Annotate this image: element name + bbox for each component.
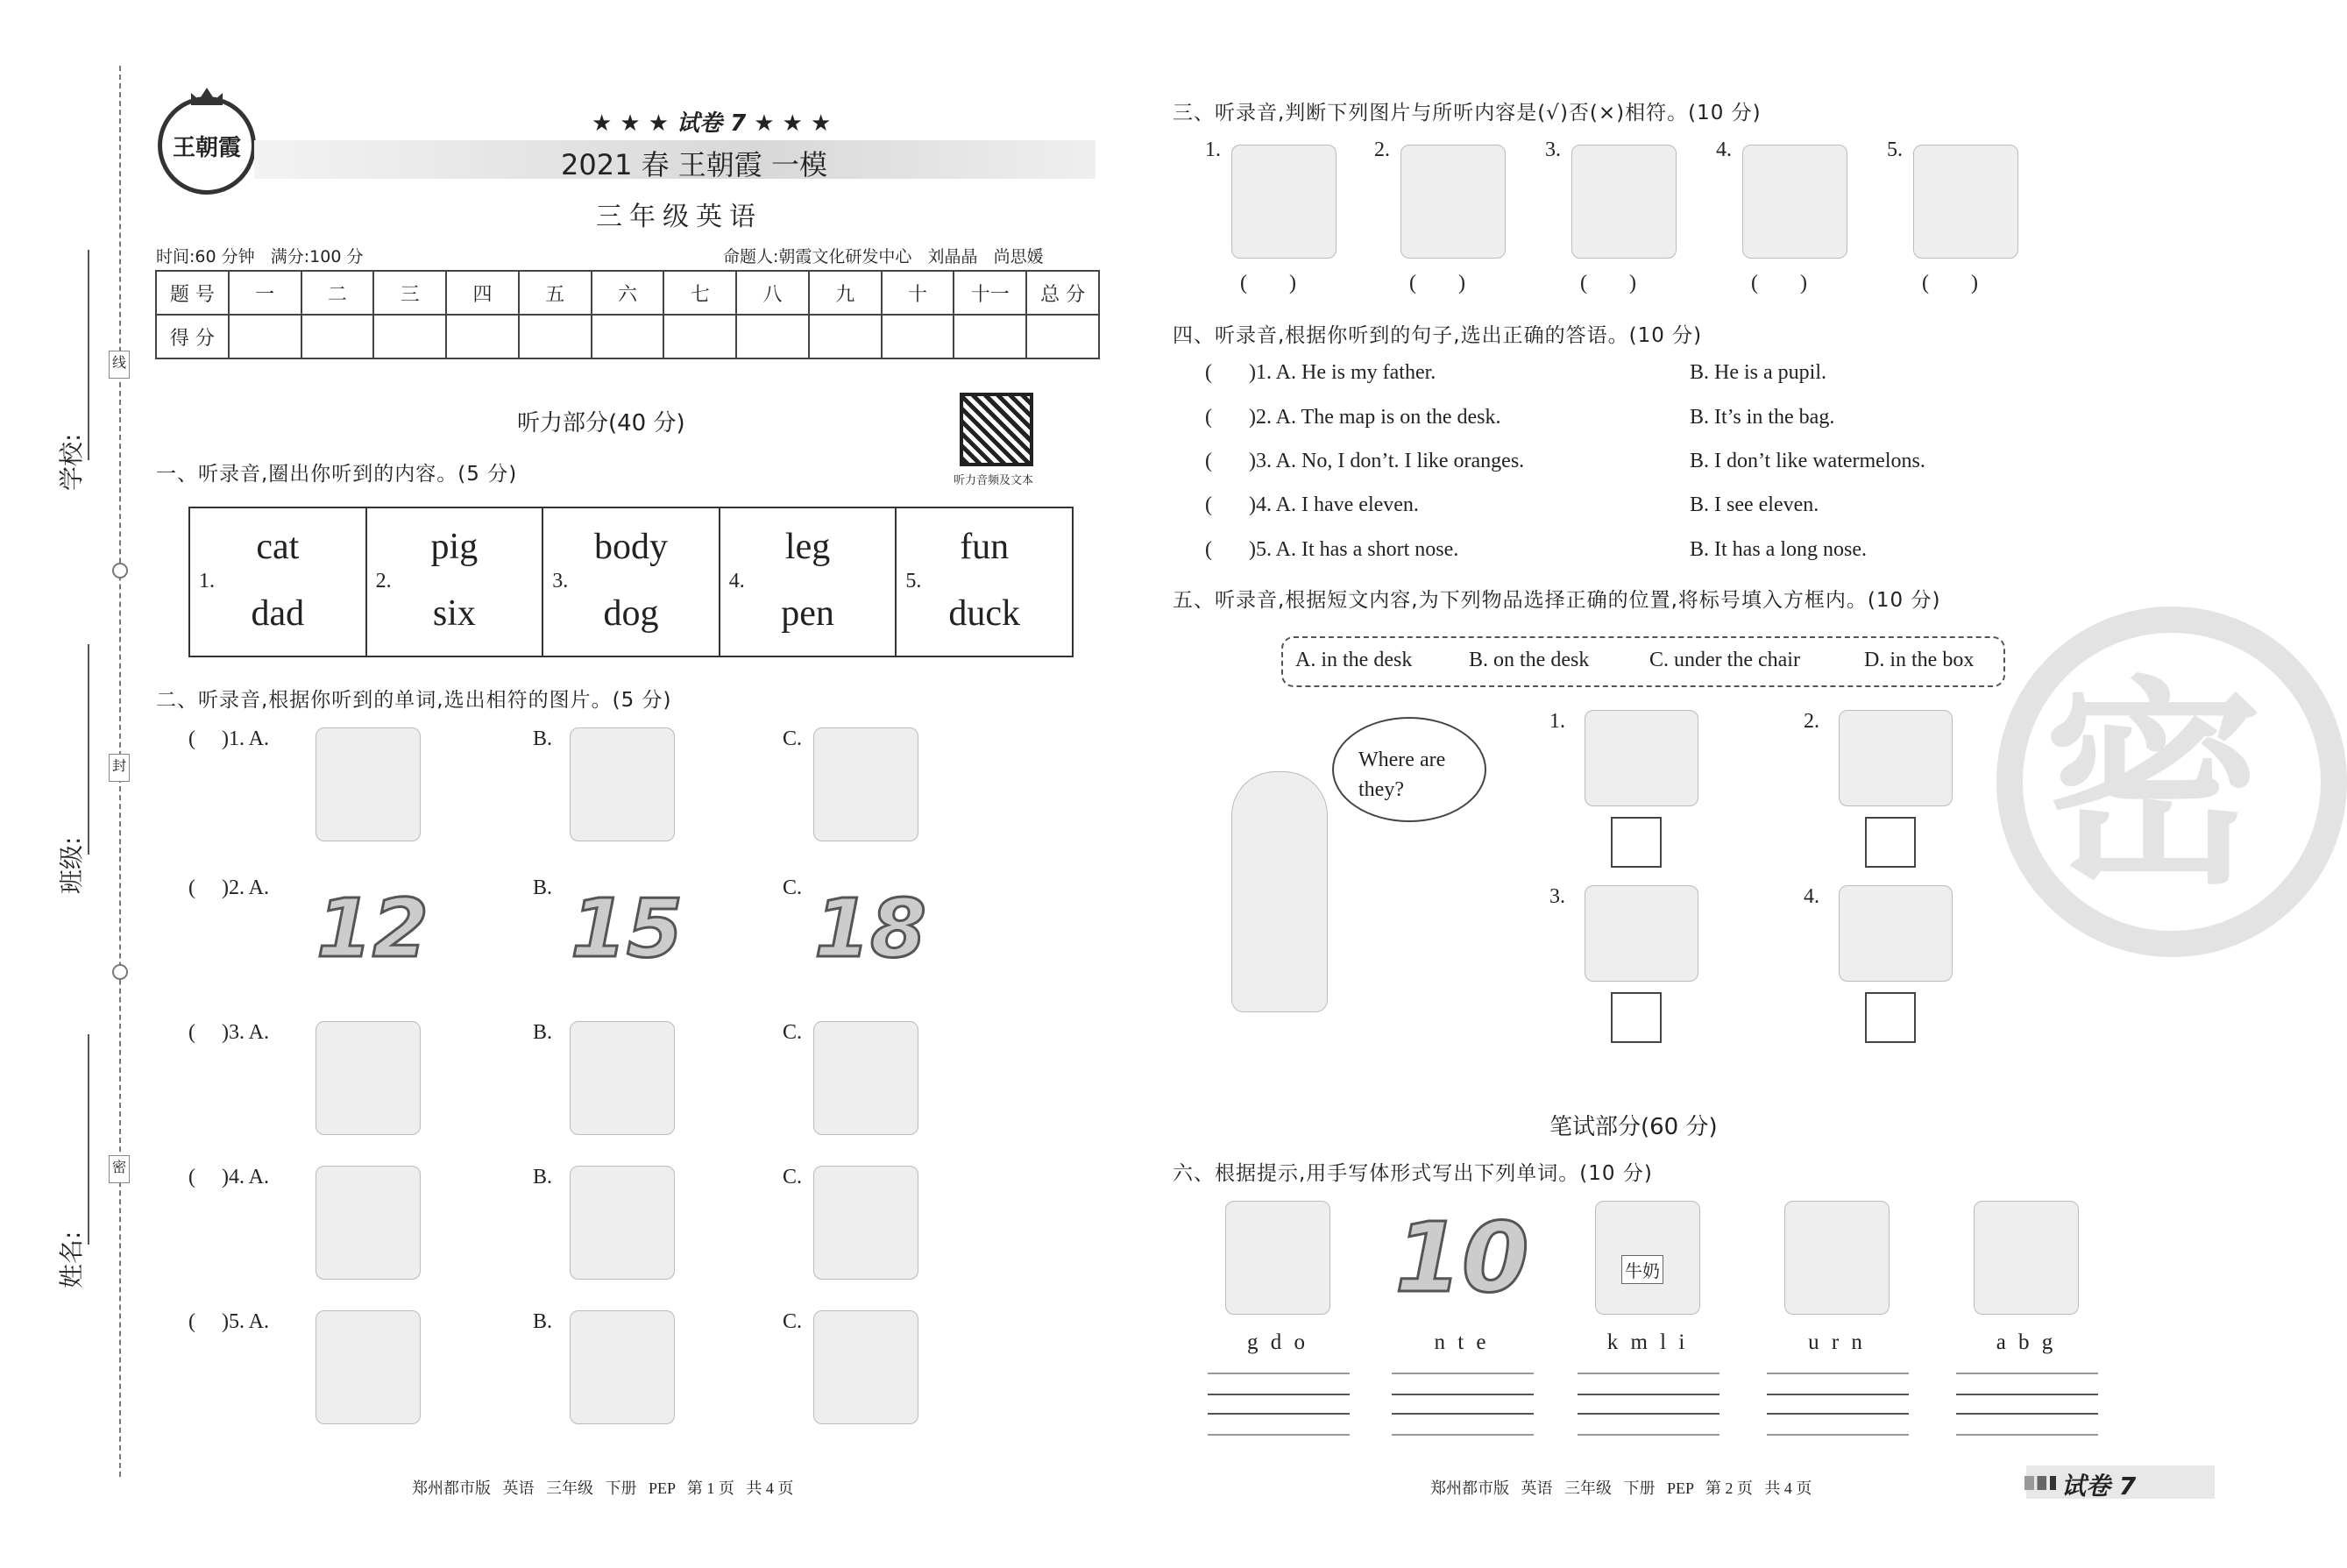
word-number: 2. — [375, 570, 392, 592]
ball-image — [1585, 885, 1698, 982]
score-row-label: 得 分 — [156, 315, 229, 358]
score-cell: 四 — [446, 271, 519, 315]
logo-text: 王朝霞 — [172, 134, 241, 161]
name-label: 姓名: — [57, 1231, 86, 1288]
word-option[interactable]: leg — [784, 527, 831, 567]
exam-title: 2021 春 王朝霞 一模 — [561, 148, 827, 181]
s5-option: C. under the chair — [1649, 649, 1800, 671]
writing-line[interactable] — [1767, 1413, 1909, 1415]
score-cell: 一 — [229, 271, 301, 315]
score-input[interactable] — [736, 315, 809, 358]
word-table — [188, 507, 1074, 657]
apple-sad-image — [1742, 145, 1847, 259]
s5-number: 1. — [1549, 710, 1565, 733]
score-input[interactable] — [301, 315, 374, 358]
s3-number: 3. — [1545, 138, 1561, 161]
s5-number: 3. — [1549, 885, 1565, 908]
side-dot-2 — [112, 964, 128, 980]
school-label: 学校: — [57, 433, 86, 491]
s2-question-label: ( )5. A. — [188, 1310, 269, 1333]
s4-question[interactable]: ( )5. A. It has a short nose. — [1205, 538, 1459, 561]
s3-answer-paren[interactable]: ( ) — [1240, 272, 1296, 294]
s4-option-b[interactable]: B. It has a long nose. — [1690, 538, 1867, 561]
s4-option-b[interactable]: B. It’s in the bag. — [1690, 406, 1835, 429]
backpack-image — [1974, 1201, 2079, 1315]
writing-line[interactable] — [1767, 1394, 1909, 1395]
s4-option-b[interactable]: B. I don’t like watermelons. — [1690, 450, 1925, 472]
word-number: 1. — [199, 570, 215, 592]
s5-answer-box[interactable] — [1865, 992, 1916, 1043]
thin-girl-image[interactable] — [813, 1166, 918, 1280]
writing-title: 笔试部分(60 分) — [1549, 1114, 1718, 1140]
writing-line[interactable] — [1956, 1434, 2098, 1436]
s4-option-b[interactable]: B. I see eleven. — [1690, 493, 1819, 516]
man-face-image[interactable] — [316, 727, 421, 841]
writing-line[interactable] — [1392, 1434, 1534, 1436]
s3-number: 5. — [1887, 138, 1903, 161]
word-option[interactable]: cat — [256, 527, 300, 567]
s6-hint: g d o — [1247, 1330, 1308, 1354]
score-input[interactable] — [592, 315, 664, 358]
word-number: 5. — [905, 570, 922, 592]
s2-number-option[interactable]: 18 — [813, 882, 927, 976]
s4-option-b[interactable]: B. He is a pupil. — [1690, 361, 1826, 384]
s2-option-b-label: B. — [533, 1310, 553, 1333]
car-image[interactable] — [316, 1310, 421, 1424]
score-input[interactable] — [446, 315, 519, 358]
s2-option-c-label: C. — [783, 727, 803, 750]
word-cell[interactable] — [189, 507, 366, 656]
writing-line[interactable] — [1578, 1434, 1719, 1436]
s5-answer-box[interactable] — [1611, 817, 1662, 868]
grapes-image[interactable] — [570, 1021, 675, 1135]
s2-option-b-label: B. — [533, 727, 553, 750]
s5-answer-box[interactable] — [1611, 992, 1662, 1043]
score-cell: 六 — [592, 271, 664, 315]
qr-code[interactable] — [960, 393, 1033, 466]
school-line — [88, 250, 89, 460]
logo — [158, 96, 256, 195]
writing-line[interactable] — [1208, 1434, 1350, 1436]
writing-line[interactable] — [1767, 1373, 1909, 1374]
seal-glyph: 密 — [2044, 658, 2263, 913]
s6-hint: n t e — [1434, 1330, 1490, 1354]
milk-label: 牛奶 — [1621, 1255, 1663, 1284]
score-input[interactable] — [882, 315, 954, 358]
side-mark-1: 线 — [109, 351, 130, 379]
word-cell[interactable] — [542, 507, 720, 656]
s2-option-c-label: C. — [783, 1310, 803, 1333]
s6-hint: a b g — [1996, 1330, 2057, 1354]
listening-title: 听力部分(40 分) — [517, 410, 685, 436]
side-dot-1 — [112, 563, 128, 578]
s2-question-label: ( )2. A. — [188, 876, 269, 899]
s4-question[interactable]: ( )2. A. The map is on the desk. — [1205, 406, 1501, 429]
s2-question-label: ( )3. A. — [188, 1021, 269, 1044]
score-input[interactable] — [519, 315, 592, 358]
score-cell: 七 — [663, 271, 736, 315]
word-cell[interactable] — [896, 507, 1073, 656]
word-option[interactable]: pig — [430, 527, 479, 567]
writing-line[interactable] — [1208, 1394, 1350, 1395]
name-line — [88, 1034, 89, 1245]
score-cell: 十 — [882, 271, 954, 315]
writing-line[interactable] — [1208, 1413, 1350, 1415]
score-input[interactable] — [809, 315, 882, 358]
writing-line[interactable] — [1578, 1413, 1719, 1415]
writing-line[interactable] — [1956, 1373, 2098, 1374]
s2-number-option[interactable]: 12 — [316, 882, 429, 976]
score-input[interactable] — [954, 315, 1026, 358]
english-book-image — [1839, 710, 1953, 806]
s2-option-c-label: C. — [783, 876, 803, 899]
writing-line[interactable] — [1956, 1394, 2098, 1395]
dog-image — [1225, 1201, 1330, 1315]
s6-hint: k m l i — [1606, 1330, 1689, 1354]
writing-line[interactable] — [1392, 1394, 1534, 1395]
score-cell: 五 — [519, 271, 592, 315]
strong-man-image[interactable] — [570, 1166, 675, 1280]
footer-left: 郑州都市版 英语 三年级 下册 PEP 第 1 页 共 4 页 — [412, 1479, 794, 1497]
writing-line[interactable] — [1208, 1373, 1350, 1374]
footer-right: 郑州都市版 英语 三年级 下册 PEP 第 2 页 共 4 页 — [1430, 1479, 1812, 1497]
word-option[interactable]: dad — [251, 593, 305, 634]
class-line — [88, 644, 89, 855]
s3-number: 1. — [1205, 138, 1221, 161]
crown-icon — [191, 88, 223, 105]
score-table — [155, 270, 1100, 359]
map-image[interactable] — [570, 1310, 675, 1424]
s3-number: 2. — [1374, 138, 1390, 161]
time-score: 时间:60 分钟 满分:100 分 — [156, 247, 364, 266]
ship-image — [1839, 885, 1953, 982]
oranges-image[interactable] — [813, 1021, 918, 1135]
bridge-image — [1400, 145, 1506, 259]
word-option[interactable]: body — [593, 527, 668, 567]
word-cell[interactable] — [720, 507, 897, 656]
score-cell: 二 — [301, 271, 374, 315]
score-input-row — [156, 315, 1099, 358]
s3-answer-paren[interactable]: ( ) — [1922, 272, 1978, 294]
word-cell[interactable] — [366, 507, 543, 656]
side-mark-3: 密 — [109, 1155, 130, 1183]
s2-option-c-label: C. — [783, 1166, 803, 1188]
writing-line[interactable] — [1392, 1373, 1534, 1374]
paper-tag: ★ ★ ★ 试卷 7 ★ ★ ★ — [592, 110, 832, 137]
writing-line[interactable] — [1392, 1413, 1534, 1415]
section-2-title: 二、听录音,根据你听到的单词,选出相符的图片。(5 分) — [156, 689, 672, 712]
speech-bubble-text: Where are they? — [1358, 749, 1446, 801]
s5-number: 4. — [1804, 885, 1819, 908]
writing-line[interactable] — [1578, 1394, 1719, 1395]
section-1-title: 一、听录音,圈出你听到的内容。(5 分) — [156, 463, 518, 486]
footer-squares-icon — [2024, 1476, 2056, 1490]
score-header-row — [156, 271, 1099, 315]
section-5-title: 五、听录音,根据短文内容,为下列物品选择正确的位置,将标号填入方框内。(10 分) — [1173, 589, 1941, 612]
word-option[interactable]: duck — [948, 593, 1021, 634]
writing-line[interactable] — [1578, 1373, 1719, 1374]
score-input[interactable] — [229, 315, 301, 358]
score-cell: 八 — [736, 271, 809, 315]
word-number: 3. — [552, 570, 569, 592]
s4-question[interactable]: ( )4. A. I have eleven. — [1205, 493, 1419, 516]
ten-number: 10 — [1394, 1202, 1529, 1314]
side-mark-2: 封 — [109, 754, 130, 782]
s6-hint: u r n — [1808, 1330, 1866, 1354]
bear-image — [1571, 145, 1677, 259]
s3-answer-paren[interactable]: ( ) — [1580, 272, 1636, 294]
section-6-title: 六、根据提示,用手写体形式写出下列单词。(10 分) — [1173, 1162, 1653, 1185]
s2-option-b-label: B. — [533, 1021, 553, 1044]
cap-image — [1585, 710, 1698, 806]
class-label: 班级: — [57, 836, 86, 894]
s4-question[interactable]: ( )1. A. He is my father. — [1205, 361, 1436, 384]
grandma-face-image[interactable] — [813, 727, 918, 841]
boy-desk-image — [1913, 145, 2018, 259]
boat-image[interactable] — [813, 1310, 918, 1424]
s2-option-b-label: B. — [533, 876, 553, 899]
score-cell: 九 — [809, 271, 882, 315]
footer-tag: 试卷 7 — [2061, 1472, 2137, 1501]
writing-line[interactable] — [1767, 1434, 1909, 1436]
score-input[interactable] — [1026, 315, 1099, 358]
writing-line[interactable] — [1956, 1413, 2098, 1415]
s2-option-b-label: B. — [533, 1166, 553, 1188]
word-option[interactable]: pen — [781, 593, 834, 634]
score-cell: 三 — [373, 271, 446, 315]
authors: 命题人:朝霞文化研发中心 刘晶晶 尚思媛 — [723, 247, 1044, 266]
s5-option: D. in the box — [1864, 649, 1975, 671]
word-number: 4. — [728, 570, 745, 592]
s5-option: B. on the desk — [1469, 649, 1590, 671]
s2-option-c-label: C. — [783, 1021, 803, 1044]
paper-tag-text: 试卷 7 — [677, 110, 747, 137]
section-3-title: 三、听录音,判断下列图片与所听内容是(√)否(×)相符。(10 分) — [1173, 102, 1762, 124]
running-girl-image — [1784, 1201, 1890, 1315]
s3-number: 4. — [1716, 138, 1732, 161]
word-option[interactable]: fun — [960, 527, 1010, 567]
score-cell: 十一 — [954, 271, 1026, 315]
strawberries-image[interactable] — [316, 1021, 421, 1135]
section-4-title: 四、听录音,根据你听到的句子,选出正确的答语。(10 分) — [1173, 324, 1703, 347]
s3-answer-paren[interactable]: ( ) — [1409, 272, 1465, 294]
seal-stamp — [1996, 607, 2263, 950]
s5-number: 2. — [1804, 710, 1819, 733]
qr-caption: 听力音频及文本 — [954, 474, 1034, 487]
s2-number-option[interactable]: 15 — [570, 882, 684, 976]
s5-answer-box[interactable] — [1865, 817, 1916, 868]
boy-face-image[interactable] — [570, 727, 675, 841]
score-cell: 题 号 — [156, 271, 229, 315]
fat-boy-image[interactable] — [316, 1166, 421, 1280]
crayons-image — [1231, 145, 1337, 259]
boy-thinking-image — [1231, 771, 1328, 1012]
score-input[interactable] — [373, 315, 446, 358]
s5-option: A. in the desk — [1295, 649, 1413, 671]
word-option[interactable]: dog — [603, 593, 659, 634]
score-cell: 总 分 — [1026, 271, 1099, 315]
s3-answer-paren[interactable]: ( ) — [1751, 272, 1807, 294]
s2-question-label: ( )1. A. — [188, 727, 269, 750]
score-input[interactable] — [663, 315, 736, 358]
word-option[interactable]: six — [432, 593, 476, 634]
exam-subtitle: 三年级英语 — [596, 202, 762, 232]
s2-question-label: ( )4. A. — [188, 1166, 269, 1188]
s4-question[interactable]: ( )3. A. No, I don’t. I like oranges. — [1205, 450, 1525, 472]
